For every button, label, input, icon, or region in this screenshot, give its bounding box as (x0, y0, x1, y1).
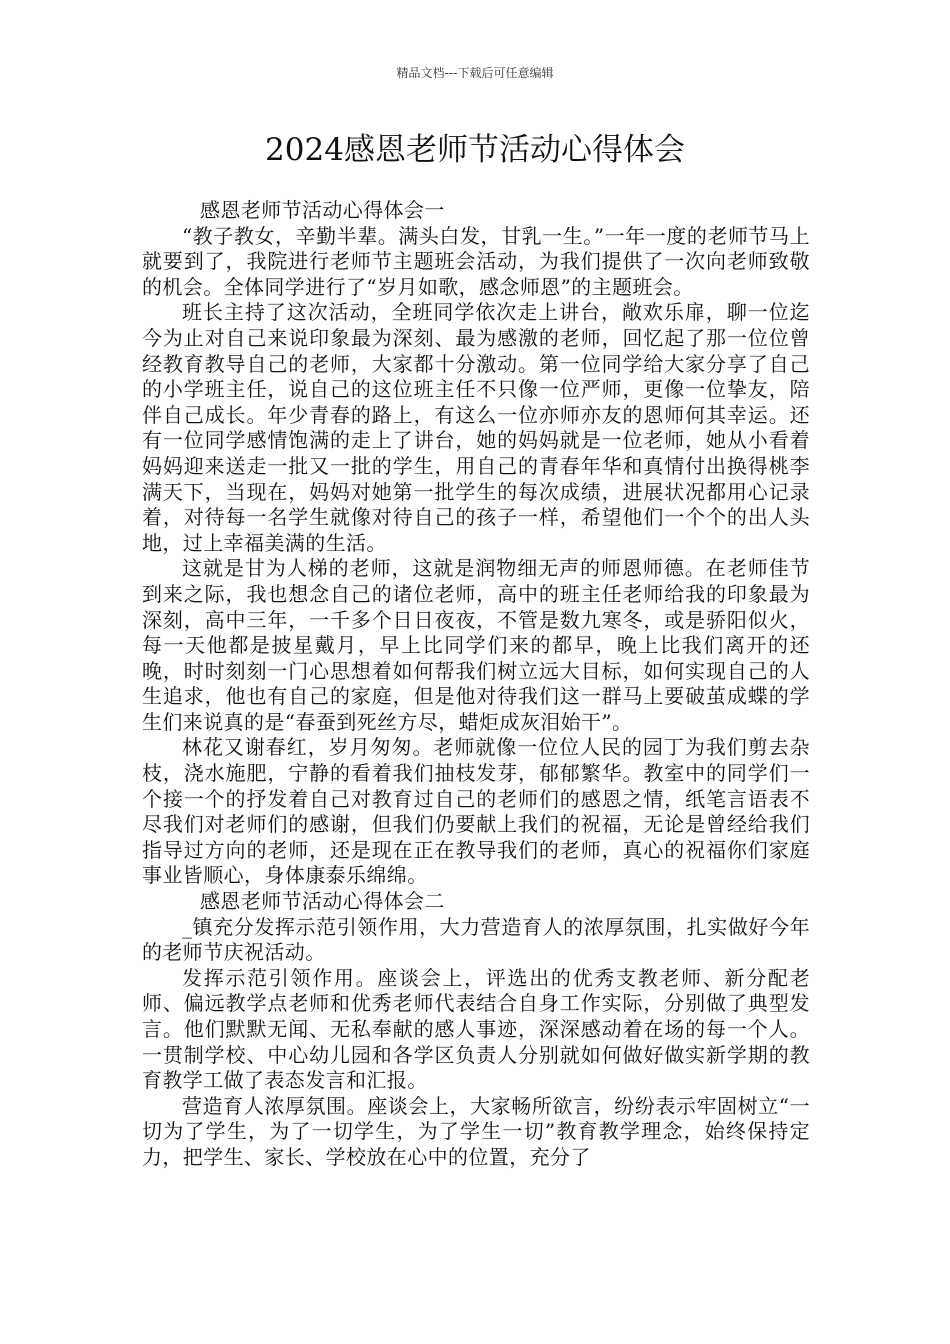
document-title: 2024感恩老师节活动心得体会 (265, 132, 685, 168)
body-paragraph: _镇充分发挥示范引领作用，大力营造育人的浓厚氛围，扎实做好今年的老师节庆祝活动。 (142, 914, 810, 965)
page-header-note: 精品文档---下载后可任意编辑 (396, 66, 554, 80)
body-paragraph: “教子教女，辛勤半辈。满头白发，甘乳一生。”一年一度的老师节马上就要到了，我院进行老师节主题班会活动，为我们提供了一次向老师致敬的机会。全体同学进行了“岁月如歌，感念师恩”的主题班会。 (142, 223, 810, 299)
section-heading: 感恩老师节活动心得体会一 (200, 198, 445, 222)
document-body (142, 198, 810, 1171)
body-paragraph: 发挥示范引领作用。座谈会上，评选出的优秀支教老师、新分配老师、偏远教学点老师和优秀老师代表结合自身工作实际，分别做了典型发言。他们默默无闻、无私奉献的感人事迹，深深感动着在场的每一个人。一贯制学校、中心幼儿园和各学区负责人分别就如何做好做实新学期的教育教学工做了表态发言和汇报。 (142, 965, 810, 1093)
body-paragraph: 林花又谢春红，岁月匆匆。老师就像一位位人民的园丁为我们剪去杂枝，浇水施肥，宁静的看着我们抽枝发芽，郁郁繁华。教室中的同学们一个接一个的抒发着自己对教育过自己的老师们的感恩之情，纸笔言语表不尽我们对老师们的感谢，但我们仍要献上我们的祝福，无论是曾经给我们指导过方向的老师，还是现在正在教导我们的老师，真心的祝福你们家庭事业皆顺心，身体康泰乐绵绵。 (142, 735, 810, 888)
body-paragraph: 营造育人浓厚氛围。座谈会上，大家畅所欲言，纷纷表示牢固树立“一切为了学生，为了一切学生，为了学生一切”教育教学理念，始终保持定力，把学生、家长、学校放在心中的位置，充分了 (142, 1093, 810, 1169)
section-heading: 感恩老师节活动心得体会二 (200, 889, 445, 914)
body-paragraph: 班长主持了这次活动，全班同学依次走上讲台，敞欢乐扉，聊一位迄今为止对自己来说印象最为深刻、最为感激的老师，回忆起了那一位位曾经教育教导自己的老师，大家都十分激动。第一位同学给大家分享了自己的小学班主任，说自己的这位班主任不只像一位严师，更像一位挚友，陪伴自己成长。年少青春的路上，有这么一位亦师亦友的恩师何其幸运。还有一位同学感情饱满的走上了讲台，她的妈妈就是一位老师，她从小看着妈妈迎来送走一批又一批的学生，用自己的青春年华和真情付出换得桃李满天下，当现在，妈妈对她第一批学生的每次成绩，进展状况都用心记录着，对待每一名学生就像对待自己的孩子一样，希望他们一个个的出人头地，过上幸福美满的生活。 (142, 300, 810, 555)
body-paragraph: 这就是甘为人梯的老师，这就是润物细无声的师恩师德。在老师佳节到来之际，我也想念自己的诸位老师，高中的班主任老师给我的印象最为深刻，高中三年，一千多个日日夜夜，不管是数九寒冬，或是骄阳似火，每一天他都是披星戴月，早上比同学们来的都早，晚上比我们离开的还晚，时时刻刻一门心思想着如何帮我们树立远大目标，如何实现自己的人生追求，他也有自己的家庭，但是他对待我们这一群马上要破茧成蝶的学生们来说真的是“春蚕到死丝方尽，蜡炬成灰泪始干”。 (142, 556, 810, 734)
